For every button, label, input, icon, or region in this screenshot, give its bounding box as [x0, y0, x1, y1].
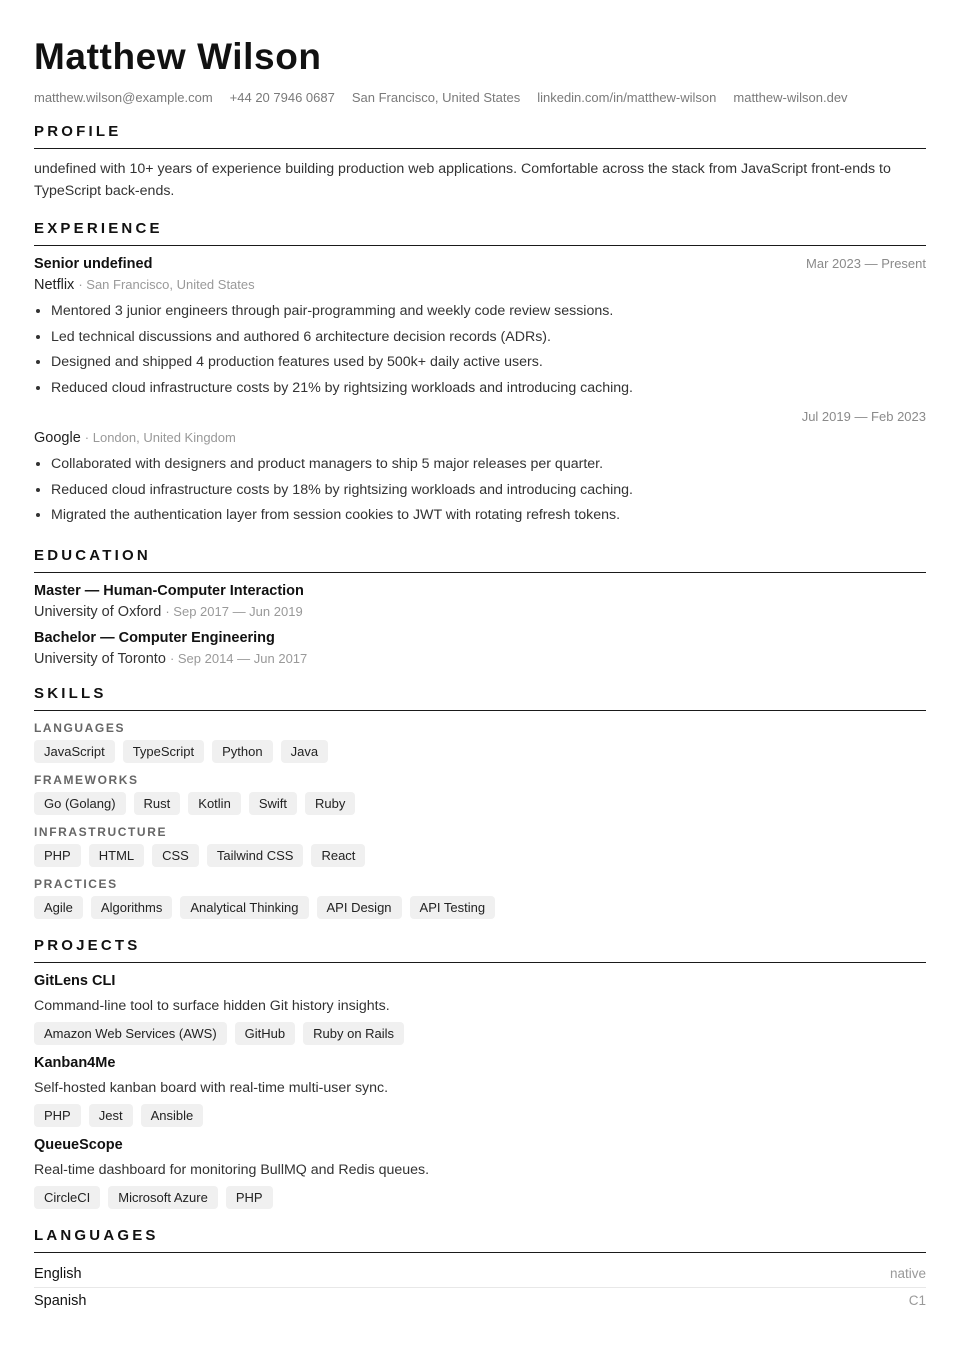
skill-tag: Java: [281, 740, 328, 763]
project-description: Self-hosted kanban board with real-time multi-user sync.: [34, 1079, 389, 1096]
skill-tag: Python: [212, 740, 272, 763]
education-entry: [34, 630, 926, 667]
job-bullet: • Reduced cloud infrastructure costs by 18% by rightsizing workloads and introducing caching.: [51, 478, 926, 504]
education-degree: Master — Human-Computer Interaction: [34, 582, 304, 599]
education-dates: · Sep 2017 — Jun 2019: [165, 603, 303, 619]
skill-tags: [34, 896, 926, 919]
skill-tag: React: [311, 844, 365, 867]
project-tags: [34, 1104, 926, 1127]
contact-phone[interactable]: +44 20 7946 0687: [229, 90, 335, 105]
project-entry: [34, 973, 926, 1045]
job-location: · San Francisco, United States: [78, 277, 255, 292]
language-name: Spanish: [34, 1292, 87, 1309]
project-description: Real-time dashboard for monitoring BullMQ and Redis queues.: [34, 1161, 430, 1178]
job-bullet: • Designed and shipped 4 production features used by 500k+ daily active users.: [51, 350, 926, 376]
skill-tag: HTML: [89, 844, 144, 867]
skill-tag: API Testing: [410, 896, 496, 919]
project-tags: [34, 1022, 926, 1045]
skill-group-label: INFRASTRUCTURE: [34, 824, 168, 839]
skill-tag: Rust: [134, 792, 181, 815]
contact-linkedin[interactable]: linkedin.com/in/matthew-wilson: [537, 90, 717, 105]
project-name: Kanban4Me: [34, 1054, 116, 1071]
candidate-name: Matthew Wilson: [34, 36, 322, 77]
project-tag: PHP: [34, 1104, 81, 1127]
section-title-projects: PROJECTS: [34, 937, 926, 963]
job-entry: [34, 409, 926, 529]
profile-summary: undefined with 10+ years of experience building production web applications. Comfortable across the stack from JavaScript front-ends to TypeScript back-ends.: [34, 161, 891, 199]
job-location: · London, United Kingdom: [84, 430, 236, 445]
education-school: University of Oxford: [34, 603, 162, 620]
job-dates: Jul 2019 — Feb 2023: [801, 409, 926, 424]
job-bullets: [34, 299, 926, 401]
section-title-profile: PROFILE: [34, 123, 926, 149]
education-school: University of Toronto: [34, 650, 166, 667]
contact-email[interactable]: matthew.wilson@example.com: [34, 90, 213, 105]
language-name: English: [34, 1265, 82, 1282]
project-tag: CircleCI: [34, 1186, 100, 1209]
section-title-experience: EXPERIENCE: [34, 220, 926, 246]
project-name: GitLens CLI: [34, 972, 116, 989]
project-name: QueueScope: [34, 1136, 123, 1153]
skill-tags: [34, 792, 926, 815]
project-tag: GitHub: [235, 1022, 295, 1045]
job-title: Senior undefined: [34, 256, 153, 272]
job-dates: Mar 2023 — Present: [806, 256, 926, 271]
skill-tags: [34, 844, 926, 867]
project-tag: Amazon Web Services (AWS): [34, 1022, 227, 1045]
contact-row: [34, 90, 926, 105]
skill-tag: CSS: [152, 844, 199, 867]
skill-tag: Ruby: [305, 792, 355, 815]
language-row: [34, 1287, 926, 1314]
project-description: Command-line tool to surface hidden Git history insights.: [34, 997, 390, 1014]
skill-tags: [34, 740, 926, 763]
contact-website[interactable]: matthew-wilson.dev: [733, 90, 848, 105]
languages-list: [34, 1261, 926, 1314]
skill-tag: Algorithms: [91, 896, 172, 919]
project-tag: Microsoft Azure: [108, 1186, 218, 1209]
project-tag: Ansible: [141, 1104, 204, 1127]
job-entry: [34, 256, 926, 401]
education-dates: · Sep 2014 — Jun 2017: [169, 650, 308, 666]
project-tag: PHP: [226, 1186, 273, 1209]
skill-group-label: FRAMEWORKS: [34, 772, 139, 787]
skill-tag: Analytical Thinking: [180, 896, 308, 919]
job-bullet: • Migrated the authentication layer from session cookies to JWT with rotating refresh tokens.: [51, 503, 926, 529]
education-degree: Bachelor — Computer Engineering: [34, 629, 275, 646]
skill-group-label: PRACTICES: [34, 876, 118, 891]
language-level: C1: [908, 1293, 926, 1308]
project-tags: [34, 1186, 926, 1209]
job-bullet: • Reduced cloud infrastructure costs by 21% by rightsizing workloads and introducing caching.: [51, 376, 926, 402]
section-title-languages: LANGUAGES: [34, 1227, 926, 1253]
skill-tag: TypeScript: [123, 740, 204, 763]
education-entry: [34, 583, 926, 620]
project-tag: Jest: [89, 1104, 133, 1127]
skill-tag: Tailwind CSS: [207, 844, 304, 867]
skill-tag: API Design: [317, 896, 402, 919]
skill-tag: Kotlin: [188, 792, 241, 815]
job-company: Google: [34, 430, 81, 446]
skill-tag: JavaScript: [34, 740, 115, 763]
project-entry: [34, 1137, 926, 1209]
job-bullet: • Collaborated with designers and product managers to ship 5 major releases per quarter.: [51, 452, 926, 478]
job-bullet: • Mentored 3 junior engineers through pair-programming and weekly code review sessions.: [51, 299, 926, 325]
language-row: [34, 1261, 926, 1287]
section-title-skills: SKILLS: [34, 685, 926, 711]
job-bullet: • Led technical discussions and authored 6 architecture decision records (ADRs).: [51, 325, 926, 351]
language-level: native: [889, 1266, 926, 1281]
skill-tag: PHP: [34, 844, 81, 867]
skill-group-label: LANGUAGES: [34, 720, 126, 735]
job-company: Netflix: [34, 277, 75, 293]
contact-location: San Francisco, United States: [351, 90, 521, 105]
project-entry: [34, 1055, 926, 1127]
skill-tag: Go (Golang): [34, 792, 126, 815]
project-tag: Ruby on Rails: [303, 1022, 404, 1045]
section-title-education: EDUCATION: [34, 547, 926, 573]
job-bullets: [34, 452, 926, 529]
skill-tag: Swift: [249, 792, 297, 815]
skill-tag: Agile: [34, 896, 83, 919]
